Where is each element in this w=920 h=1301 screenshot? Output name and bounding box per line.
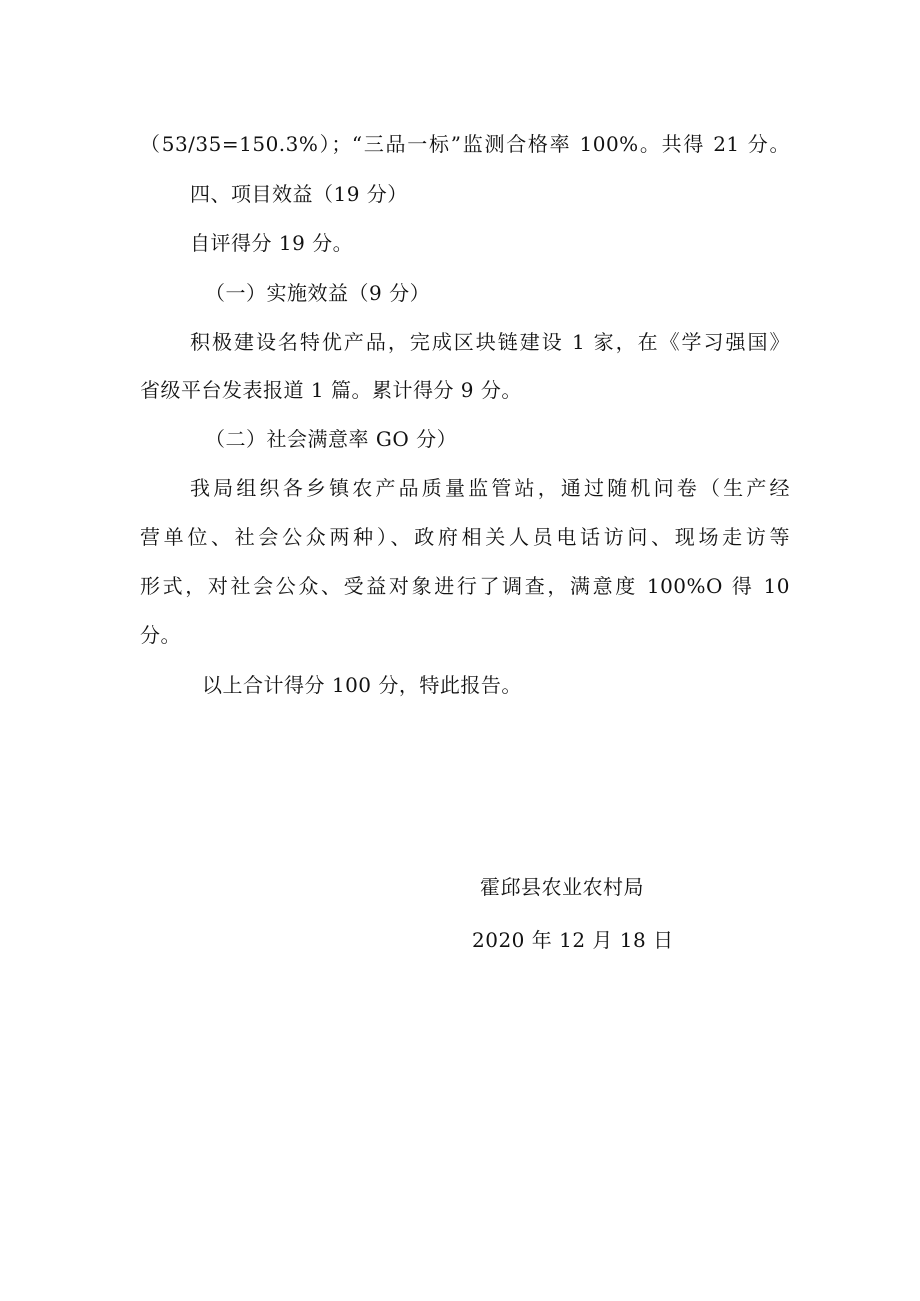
paragraph-line: 分。 [140,623,181,647]
paragraph-line: 省级平台发表报道 1 篇。累计得分 9 分。 [140,378,522,402]
subsection-heading: （一）实施效益（9 分） [205,281,431,305]
closing-line: 以上合计得分 100 分，特此报告。 [202,673,522,697]
paragraph-line: （53/35=150.3%）；“三品一标”监测合格率 100%。共得 21 分。 [140,132,790,156]
paragraph-line: 我局组织各乡镇农产品质量监管站，通过随机问卷（生产经 [190,476,790,500]
paragraph-line: 形式，对社会公众、受益对象进行了调查，满意度 100%O 得 10 [140,574,790,598]
paragraph-line: 自评得分 19 分。 [190,231,354,255]
paragraph-line: 营单位、社会公众两种）、政府相关人员电话访问、现场走访等 [140,525,790,549]
signature-date: 2020 年 12 月 18 日 [472,928,674,952]
subsection-heading: （二）社会满意率 GO 分） [205,427,458,451]
paragraph-line: 积极建设名特优产品，完成区块链建设 1 家，在《学习强国》 [190,330,790,354]
signature-organization: 霍邱县农业农村局 [480,875,644,899]
section-heading: 四、项目效益（19 分） [190,182,408,206]
